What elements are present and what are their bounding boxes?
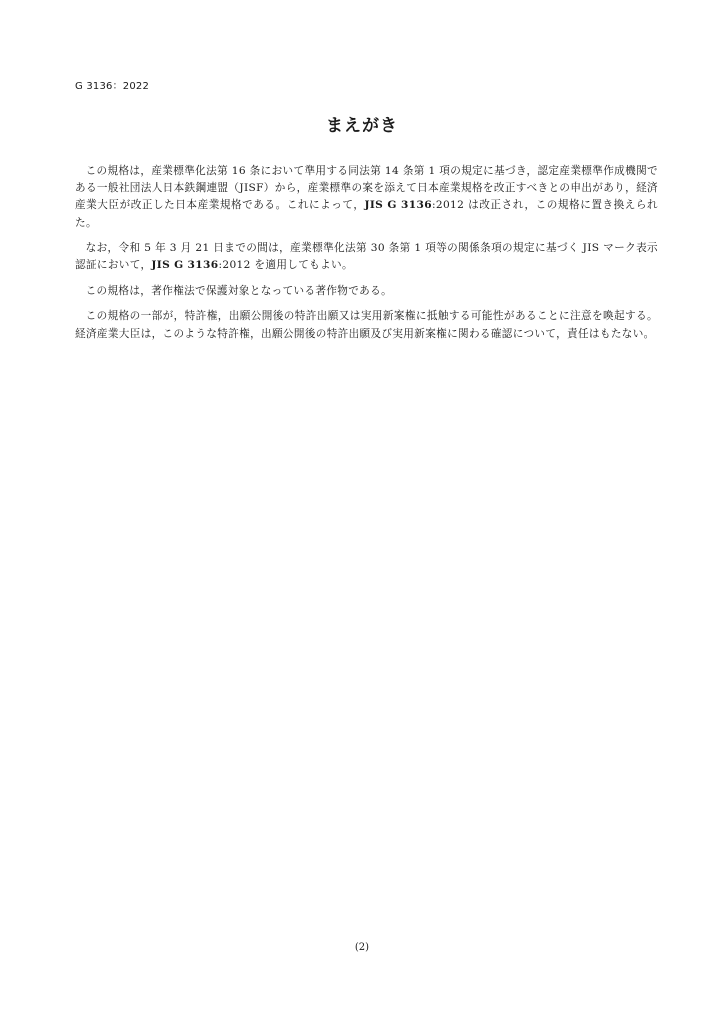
- paragraph-text: は改正され，この規格に置き換えられた。: [75, 199, 658, 229]
- page-number: (2): [354, 942, 370, 953]
- paragraph-copyright: この規格は，著作権法で保護対象となっている著作物である。: [85, 284, 393, 297]
- paragraph-revision-notice: [75, 163, 658, 232]
- standard-reference: JIS G 3136: [151, 259, 219, 272]
- standard-reference-year: :2012: [431, 199, 465, 212]
- paragraph-text: を適用してもよい。: [250, 259, 353, 272]
- standard-reference-year: :2012: [218, 259, 251, 272]
- paragraph-text: なお，令和 5 年 3 月 21 日までの間は，産業標準化法第 30 条第 1 項等の関係条項の規定に基づく JIS マーク表示認証において，: [75, 242, 658, 272]
- preface-body: [75, 163, 658, 351]
- paragraph-text: この規格は，産業標準化法第 16 条において準用する同法第 14 条第 1 項の規定に基づき，認定産業標準作成機関である一般社団法人日本鉄鋼連盟（JISF）から，産業標準の案を添えて日本産業規格を改正すべきとの申出があり，経済産業大臣が改正した日本産業規格である。これによって，: [75, 165, 658, 212]
- paragraph-transition-period: [75, 240, 658, 274]
- page-title: まえがき: [326, 116, 398, 136]
- document-id: G 3136：2022: [75, 81, 150, 92]
- paragraph-patent-notice: この規格の一部が，特許権，出願公開後の特許出願又は実用新案権に抵触する可能性があることに注意を喚起する。経済産業大臣は，このような特許権，出願公開後の特許出願及び実用新案権に関わる確認について，責任はもたない。: [75, 310, 658, 340]
- standard-reference: JIS G 3136: [364, 199, 432, 212]
